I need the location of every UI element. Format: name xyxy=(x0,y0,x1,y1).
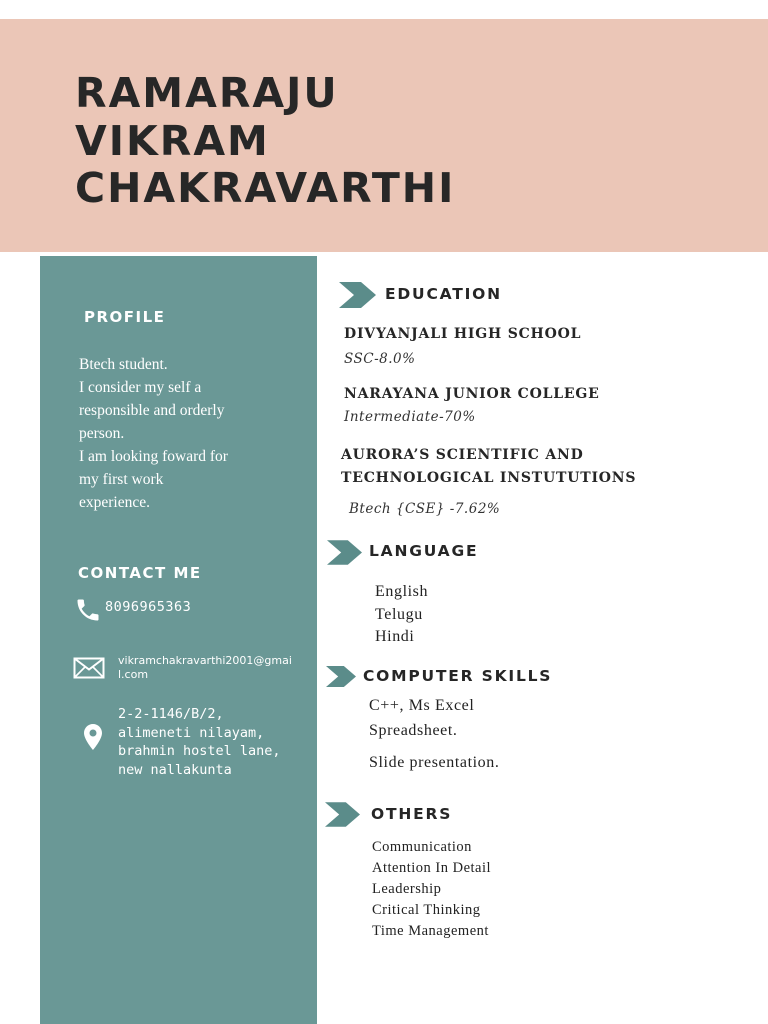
school-name xyxy=(344,383,600,406)
profile-line: I am looking foward for xyxy=(79,448,228,465)
school-line: NARAYANA JUNIOR COLLEGE xyxy=(344,386,600,402)
education-heading: EDUCATION xyxy=(385,285,502,303)
school-name xyxy=(344,323,581,346)
person-name xyxy=(75,70,455,213)
language-item: English xyxy=(375,583,429,600)
address xyxy=(118,705,298,779)
address-line: 2-2-1146/B/2, xyxy=(118,706,224,722)
profile-line: Btech student. xyxy=(79,356,168,373)
address-line: new nallakunta xyxy=(118,761,232,778)
others-item: Attention In Detail xyxy=(372,860,492,876)
chevron-right-icon xyxy=(339,282,376,308)
contact-heading: CONTACT ME xyxy=(78,564,202,582)
language-list xyxy=(375,581,428,649)
profile-line: I consider my self a xyxy=(79,379,202,396)
language-heading: LANGUAGE xyxy=(369,542,479,560)
school-name xyxy=(341,444,636,490)
school-grade: Btech {CSE} -7.62% xyxy=(349,501,501,517)
school-line: TECHNOLOGICAL INSTUTUTIONS xyxy=(341,470,637,486)
address-line: brahmin hostel lane, xyxy=(118,743,281,759)
sidebar xyxy=(40,256,317,1024)
profile-line: responsible and orderly xyxy=(79,402,225,419)
location-pin-icon xyxy=(84,724,102,750)
profile-line: experience. xyxy=(79,494,150,511)
school-line: AURORA’S SCIENTIFIC AND xyxy=(341,447,584,463)
language-item: Telugu xyxy=(375,605,423,623)
name-line-2: VIKRAM xyxy=(75,116,270,165)
skill-item: Spreadsheet. xyxy=(369,722,458,739)
others-list xyxy=(372,837,491,942)
email-address[interactable]: vikramchakravarthi2001@gmail.com xyxy=(118,654,292,681)
profile-text xyxy=(79,353,289,514)
phone-icon xyxy=(74,596,102,624)
others-item: Leadership xyxy=(372,881,442,897)
school-grade: Intermediate-70% xyxy=(344,409,476,425)
phone-number[interactable]: 8096965363 xyxy=(105,599,192,615)
address-line: alimeneti nilayam, xyxy=(118,724,265,741)
profile-heading: PROFILE xyxy=(84,308,166,326)
others-item: Critical Thinking xyxy=(372,902,481,918)
profile-line: my first work xyxy=(79,471,164,488)
others-item: Communication xyxy=(372,839,472,855)
others-item: Time Management xyxy=(372,923,489,939)
others-heading: OTHERS xyxy=(371,805,453,823)
school-grade: SSC-8.0% xyxy=(344,351,416,367)
envelope-icon xyxy=(73,657,105,679)
language-item: Hindi xyxy=(375,628,415,645)
chevron-right-icon xyxy=(327,540,362,565)
skill-item: C++, Ms Excel xyxy=(369,697,475,714)
profile-line: person. xyxy=(79,425,125,442)
name-line-3: CHAKRAVARTHI xyxy=(75,164,456,212)
school-line: DIVYANJALI HIGH SCHOOL xyxy=(344,326,582,342)
name-line-1: RAMARAJU xyxy=(75,69,339,117)
computer-skills-heading: COMPUTER SKILLS xyxy=(363,667,553,685)
chevron-right-icon xyxy=(326,665,356,688)
skill-item: Slide presentation. xyxy=(369,754,500,771)
chevron-right-icon xyxy=(325,802,360,827)
